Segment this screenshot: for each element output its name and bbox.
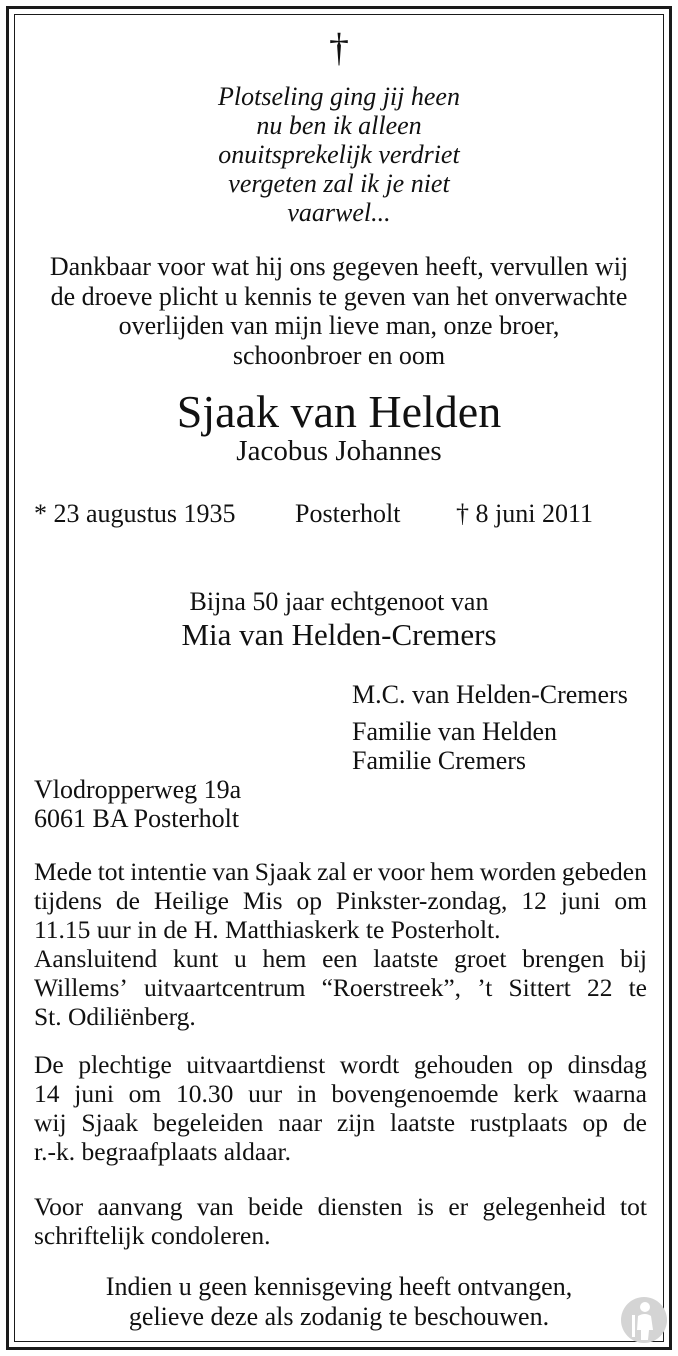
word: wordt [339,1050,400,1079]
signatory-primary: M.C. van Helden-Cremers [352,680,628,709]
word: tot [97,857,125,886]
word: Pinkster-zondag, [335,886,508,915]
word: 12 [521,886,547,915]
word: in [296,1079,317,1108]
word: hem [430,857,475,886]
word: begeleiden [152,1108,264,1137]
word: een [322,944,358,973]
word: uitvaartdienst [186,1050,326,1079]
word: er [448,1192,469,1221]
word: Mis [242,886,283,915]
word: groet [454,944,507,973]
birth-date: * 23 augustus 1935 [34,499,236,528]
death-date: † 8 juni 2011 [456,499,593,528]
word: Sittert [508,973,571,1002]
justified-line [34,886,647,915]
poem-line: Plotseling ging jij heen [218,82,460,111]
word: tot [620,1192,647,1221]
justified-line [34,1079,647,1108]
word: uitvaartcentrum [144,973,306,1002]
justified-line [34,944,647,973]
word: juni [560,886,601,915]
word: hem [262,944,307,973]
deceased-given-names: Jacobus Johannes [236,435,442,467]
word: gehouden [413,1050,513,1079]
address-postal: 6061 BA Posterholt [34,804,240,833]
word: is [416,1192,434,1221]
justified-line [34,973,647,1002]
word: intentie [130,857,207,886]
spouse-name: Mia van Helden-Cremers [181,617,497,652]
word: De [34,1050,64,1079]
word: tijdens [34,886,102,915]
word: dinsdag [567,1050,647,1079]
closing-line: gelieve deze als zodanig te beschouwen. [128,1302,550,1331]
word: Willems’ [34,973,128,1002]
address-street: Vlodropperweg 19a [34,775,242,804]
word: 22 [586,973,613,1002]
word: er [352,857,373,886]
paragraph-last-line: St. Odiliënberg. [34,1002,196,1031]
word: van [212,857,250,886]
word: brengen [522,944,605,973]
word: kunt [172,944,219,973]
word: gelegenheid [482,1192,606,1221]
signatory-family: Familie Cremers [352,746,527,775]
intro-line: overlijden van mijn lieve man, onze broer, [118,311,560,340]
paragraph-last-line: 11.15 uur in de H. Matthiaskerk te Posterholt. [34,915,501,944]
justified-line [34,1192,647,1221]
word: wij [34,1108,67,1137]
closing-note [0,1272,678,1332]
word: uur [248,1079,283,1108]
word: worden [479,857,557,886]
word: Sjaak [81,1108,139,1137]
word: op [296,886,322,915]
paragraph-last-line: schriftelijk condoleren. [34,1221,271,1250]
closing-line: Indien u geen kennisgeving heeft ontvangen, [105,1272,573,1301]
word: beide [248,1192,304,1221]
word: op [527,1050,554,1079]
word: kerk [513,1079,559,1108]
funeral-paragraph [34,1050,647,1166]
word: laatste [389,1108,456,1137]
word: Sjaak [254,857,312,886]
word: 14 [34,1079,60,1108]
word: gebeden [561,857,647,886]
word: zal [317,857,347,886]
justified-line [34,1050,647,1079]
paragraph-last-line: r.-k. begraafplaats aldaar. [34,1137,291,1166]
birth-place: Posterholt [295,499,401,528]
word: Mede [34,857,93,886]
intro-line: de droeve plicht u kennis te geven van het onverwachte [50,281,628,311]
word: bij [620,944,647,973]
word: ’t [477,973,493,1002]
cross-icon: † [329,25,349,70]
word: Aansluitend [34,944,158,973]
word: om [614,886,647,915]
signatory-family: Familie van Helden [352,717,558,746]
word: plechtige [78,1050,172,1079]
word: Heilige [153,886,229,915]
word: naar [278,1108,323,1137]
word: bovengenoemde [331,1079,499,1108]
word: 10.30 [175,1079,234,1108]
word: Voor [34,1192,84,1221]
word: diensten [317,1192,403,1221]
word: rustplaats [469,1108,568,1137]
word: van [196,1192,234,1221]
poem-line: onuitsprekelijk verdriet [218,140,460,169]
word: voor [377,857,425,886]
memorial-figure-icon [620,1296,668,1344]
announcement-intro [0,252,678,370]
word: de [622,1108,647,1137]
word: te [628,973,647,1002]
word: de [115,886,140,915]
word: om [128,1079,162,1108]
word: u [234,944,247,973]
spouse-intro: Bijna 50 jaar echtgenoot van [189,587,489,616]
intro-line: schoonbroer en oom [232,340,446,370]
word: waarna [573,1079,647,1108]
word: zijn [336,1108,376,1137]
poem [0,82,678,227]
intro-line: Dankbaar voor wat hij ons gegeven heeft, vervullen wij [49,252,629,281]
deceased-name: Sjaak van Helden [176,386,502,437]
justified-line [34,857,647,886]
mass-paragraph [34,857,647,1031]
word: “Roerstreek”, [321,973,462,1002]
condolence-paragraph [34,1192,647,1250]
poem-line: nu ben ik alleen [256,111,422,140]
justified-line [34,1108,647,1137]
poem-line: vergeten zal ik je niet [228,169,450,198]
word: laatste [373,944,439,973]
poem-line: vaarwel... [287,198,391,227]
word: juni [74,1079,114,1108]
word: op [582,1108,609,1137]
word: aanvang [97,1192,183,1221]
